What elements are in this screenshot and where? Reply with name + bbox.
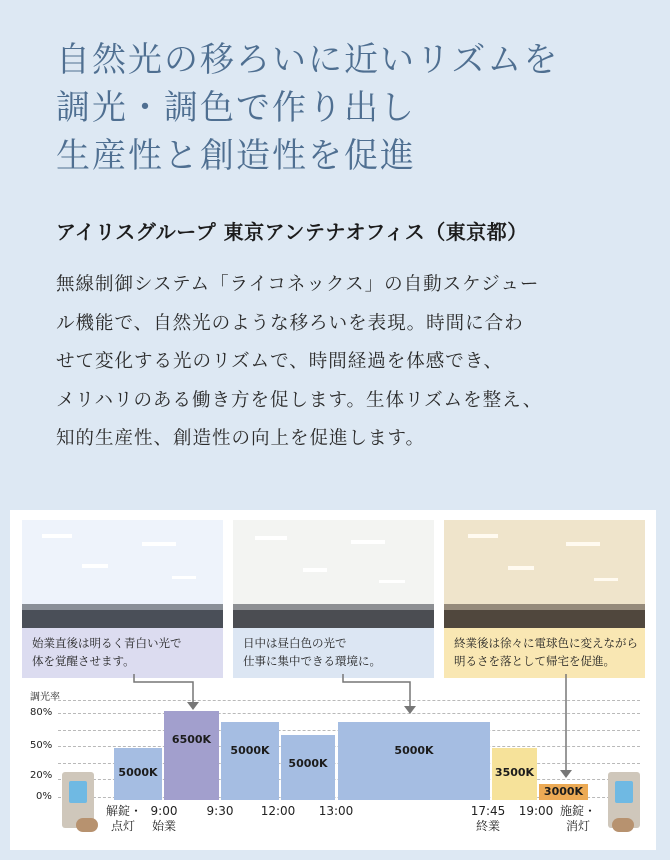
color-temperature-label: 5000K <box>118 765 158 779</box>
caption-line-2: 体を覚醒させます。 <box>32 654 135 668</box>
color-temperature-label: 3500K <box>494 765 535 779</box>
x-tick-1300: 13:00 <box>318 804 354 818</box>
bar-segment <box>539 784 588 800</box>
description-line-4: メリハリのある働き方を促します。生体リズムを整え、 <box>56 389 543 411</box>
description-line-3: せて変化する光のリズムで、時間経過を体感でき、 <box>56 351 504 372</box>
gridline <box>58 700 640 701</box>
gridline <box>58 713 640 714</box>
x-tick-unlock: 解錠・ 点灯 <box>106 804 143 833</box>
y-tick-80: 80% <box>30 707 53 718</box>
office-photo-morning <box>22 520 223 678</box>
headline <box>56 36 646 180</box>
photo-caption-daytime <box>233 628 434 678</box>
photo-caption-morning <box>22 628 223 678</box>
bar-segment <box>492 748 537 801</box>
keypad-screen <box>69 781 87 803</box>
y-tick-20: 20% <box>30 770 53 781</box>
color-temperature-label: 6500K <box>171 732 212 746</box>
x-tick-0900: 9:00 始業 <box>150 804 178 833</box>
photo-caption-evening <box>444 628 645 678</box>
bar-segment <box>114 748 162 801</box>
caption-line-2: 仕事に集中できる環境に。 <box>243 654 381 668</box>
lock-keypad-left <box>62 772 94 828</box>
description-line-2: ル機能で、自然光のような移ろいを表現。時間に合わ <box>56 312 524 334</box>
caption-line-1: 日中は昼白色の光で <box>243 636 347 650</box>
arrow-morning-head <box>187 702 199 710</box>
keypad-screen <box>615 781 633 803</box>
headline-line-1: 自然光の移ろいに近いリズムを <box>56 40 560 80</box>
caption-line-1: 始業直後は明るく青白い光で <box>32 636 182 650</box>
headline-line-2: 調光・調色で作り出し <box>56 88 416 128</box>
description <box>56 266 631 459</box>
bar-segment <box>338 722 490 800</box>
bar-segment <box>221 722 279 800</box>
x-tick-1200: 12:00 <box>260 804 296 818</box>
x-tick-1745: 17:45 終業 <box>470 804 506 833</box>
x-tick-1900: 19:00 <box>518 804 554 818</box>
y-tick-50: 50% <box>30 740 53 751</box>
color-temperature-label: 5000K <box>288 756 328 770</box>
office-photo-daytime <box>233 520 434 678</box>
headline-line-3: 生産性と創造性を促進 <box>56 136 416 176</box>
bar-segment <box>281 735 335 800</box>
lighting-schedule-panel <box>10 510 656 850</box>
arrow-daytime <box>343 674 410 706</box>
hand-icon <box>76 818 98 832</box>
office-subhead: アイリスグループ 東京アンテナオフィス（東京都） <box>56 220 528 244</box>
x-tick-0930: 9:30 <box>206 804 234 818</box>
caption-line-2: 明るさを落として帰宅を促進。 <box>454 654 615 668</box>
caption-line-1: 終業後は徐々に電球色に変えながら <box>454 636 638 650</box>
color-temperature-label: 5000K <box>394 744 434 758</box>
description-line-5: 知的生産性、創造性の向上を促進します。 <box>56 428 426 449</box>
arrow-evening-head <box>560 770 572 778</box>
description-line-1: 無線制御システム「ライコネックス」の自動スケジュー <box>56 274 540 295</box>
office-photo-evening <box>444 520 645 678</box>
y-tick-0: 0% <box>36 791 52 802</box>
lock-keypad-right <box>608 772 640 828</box>
color-temperature-label: 5000K <box>230 744 270 758</box>
bar-segment <box>164 711 219 800</box>
color-temperature-label: 3000K <box>543 785 584 799</box>
x-tick-lock: 施錠・ 消灯 <box>559 804 596 833</box>
arrow-morning <box>134 674 193 702</box>
y-axis-title: 調光率 <box>30 692 60 703</box>
hand-icon <box>612 818 634 832</box>
